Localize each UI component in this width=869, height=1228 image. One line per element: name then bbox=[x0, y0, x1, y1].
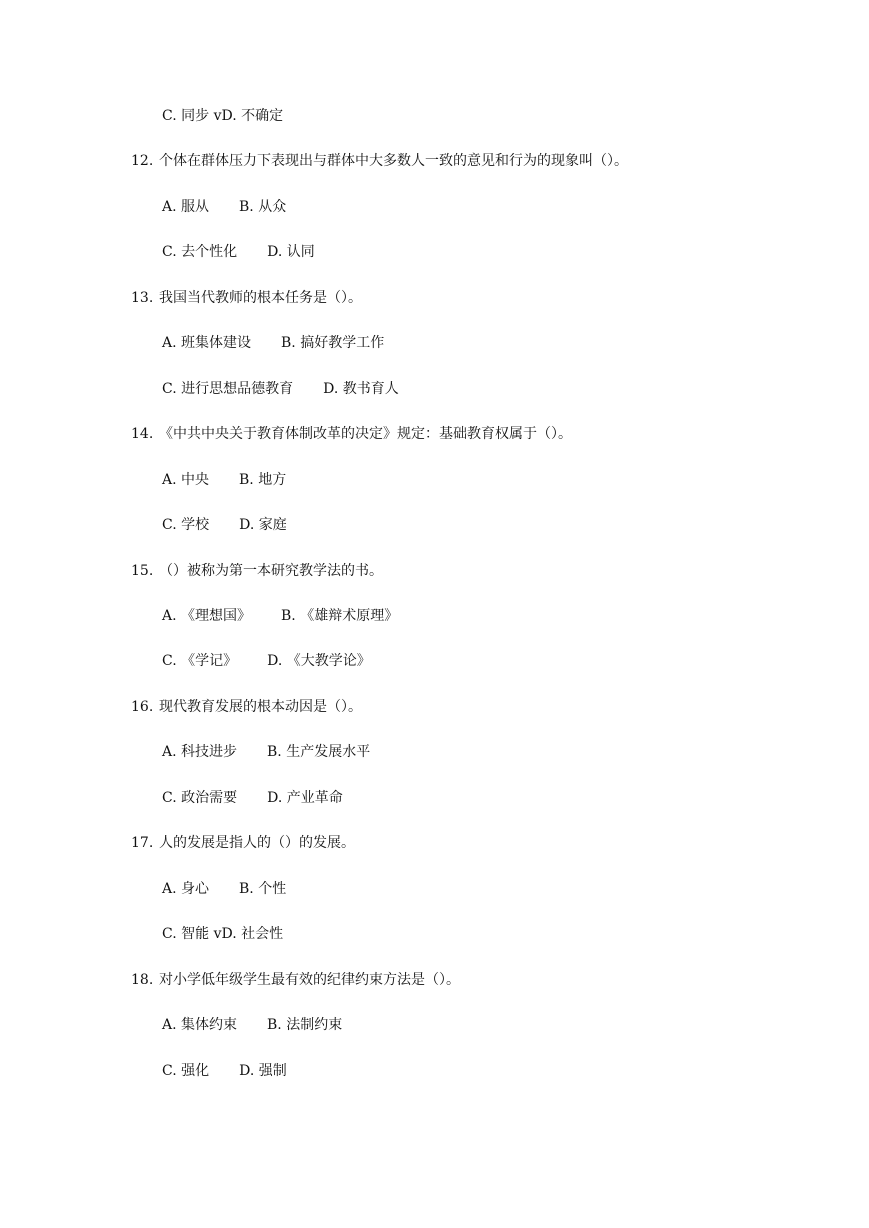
option-c: C. 学校 bbox=[162, 517, 210, 533]
option-line-carryover bbox=[162, 107, 283, 125]
question-number: 13. bbox=[131, 290, 154, 306]
option-d: D. 教书育人 bbox=[323, 381, 399, 397]
option-a: A. 服从 bbox=[162, 199, 210, 215]
question-number: 12. bbox=[131, 153, 154, 169]
options-row-16b bbox=[162, 789, 343, 807]
options-row-14b bbox=[162, 516, 287, 534]
option-b: B. 法制约束 bbox=[267, 1017, 343, 1033]
option-b: B. 《雄辩术原理》 bbox=[281, 608, 399, 624]
options-row-17a bbox=[162, 880, 286, 898]
option-a: A. 科技进步 bbox=[162, 744, 238, 760]
option-d: D. 《大教学论》 bbox=[267, 653, 371, 669]
question-stem-18 bbox=[131, 971, 460, 989]
question-text: 人的发展是指人的（）的发展。 bbox=[159, 835, 355, 851]
question-number: 14. bbox=[131, 426, 154, 442]
question-text: 个体在群体压力下表现出与群体中大多数人一致的意见和行为的现象叫（）。 bbox=[159, 153, 628, 169]
options-row-15a bbox=[162, 607, 398, 625]
options-row-14a bbox=[162, 471, 286, 489]
option-a: A. 身心 bbox=[162, 881, 210, 897]
options-row-15b bbox=[162, 652, 371, 670]
option-d: D. 产业革命 bbox=[267, 790, 343, 806]
question-number: 16. bbox=[131, 699, 154, 715]
question-stem-13 bbox=[131, 289, 362, 307]
option-d: D. 强制 bbox=[239, 1063, 287, 1079]
options-row-12a bbox=[162, 198, 286, 216]
options-row-13b bbox=[162, 380, 399, 398]
option-a: A. 班集体建设 bbox=[162, 335, 252, 351]
question-text: （）被称为第一本研究教学法的书。 bbox=[159, 563, 383, 579]
option-c: C. 政治需要 bbox=[162, 790, 238, 806]
question-number: 18. bbox=[131, 972, 154, 988]
options-row-16a bbox=[162, 743, 370, 761]
options-row-12b bbox=[162, 243, 315, 261]
question-text: 现代教育发展的根本动因是（）。 bbox=[159, 699, 362, 715]
question-text: 对小学低年级学生最有效的纪律约束方法是（）。 bbox=[159, 972, 460, 988]
option-c: C. 去个性化 bbox=[162, 244, 238, 260]
option-d: D. 认同 bbox=[267, 244, 315, 260]
option-c: C. 强化 bbox=[162, 1063, 210, 1079]
option-c: C. 进行思想品德教育 bbox=[162, 381, 294, 397]
option-b: B. 搞好教学工作 bbox=[281, 335, 385, 351]
option-b: B. 个性 bbox=[239, 881, 287, 897]
options-row-18b bbox=[162, 1062, 287, 1080]
option-c: C. 《学记》 bbox=[162, 653, 238, 669]
options-row-18a bbox=[162, 1016, 342, 1034]
question-stem-12 bbox=[131, 152, 628, 170]
option-a: A. 集体约束 bbox=[162, 1017, 238, 1033]
question-text: 《中共中央关于教育体制改革的决定》规定：基础教育权属于（）。 bbox=[159, 426, 572, 442]
question-text: 我国当代教师的根本任务是（）。 bbox=[159, 290, 362, 306]
option-cd: C. 智能 vD. 社会性 bbox=[162, 926, 284, 942]
question-stem-14 bbox=[131, 425, 572, 443]
options-row-17b bbox=[162, 925, 283, 943]
question-stem-17 bbox=[131, 834, 355, 852]
question-number: 17. bbox=[131, 835, 154, 851]
option-text: C. 同步 vD. 不确定 bbox=[162, 108, 284, 124]
options-row-13a bbox=[162, 334, 384, 352]
question-stem-16 bbox=[131, 698, 362, 716]
option-a: A. 《理想国》 bbox=[162, 608, 252, 624]
option-b: B. 地方 bbox=[239, 472, 287, 488]
option-b: B. 从众 bbox=[239, 199, 287, 215]
question-number: 15. bbox=[131, 563, 154, 579]
option-d: D. 家庭 bbox=[239, 517, 287, 533]
option-b: B. 生产发展水平 bbox=[267, 744, 371, 760]
option-a: A. 中央 bbox=[162, 472, 210, 488]
question-stem-15 bbox=[131, 562, 383, 580]
